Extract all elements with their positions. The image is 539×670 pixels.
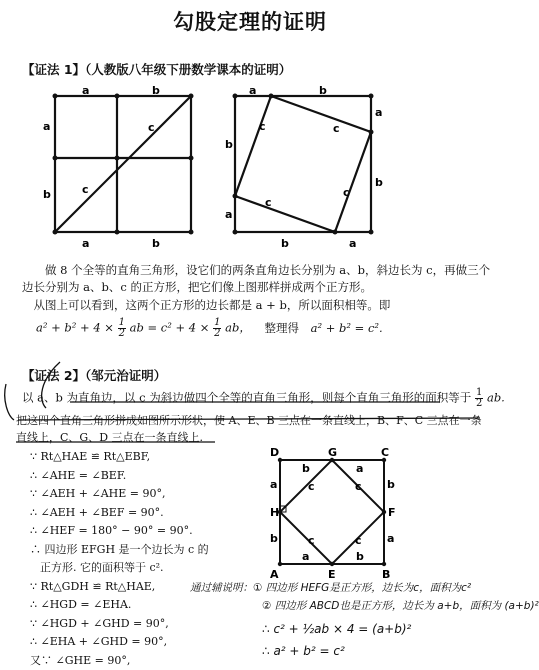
eq-tidy: 整理得	[264, 321, 299, 335]
label-a: a	[43, 120, 50, 133]
proof-line: ∵ ∠AEH + ∠AHE = 90°,	[30, 485, 230, 504]
label-G: G	[328, 446, 337, 459]
proof-line: ∴ 四边形 EFGH 是一个边长为 c 的	[30, 541, 230, 560]
method1-header: 【证法 1】（人教版八年级下册数学课本的证明）	[22, 60, 291, 78]
label-a: a	[82, 237, 89, 250]
label-H: H	[270, 506, 279, 519]
method2-header: 【证法 2】（邹元治证明）	[22, 366, 166, 384]
label-b: b	[319, 84, 327, 97]
label-A: A	[270, 568, 279, 581]
method1-equation	[36, 318, 383, 339]
proof-line: 又∵ ∠GHE = 90°,	[30, 652, 230, 670]
label-c: c	[333, 122, 340, 135]
label-b: b	[152, 237, 160, 250]
label-a: a	[82, 84, 89, 97]
label-F: F	[388, 506, 396, 519]
label-a: a	[249, 84, 256, 97]
label-c: c	[343, 186, 350, 199]
label-a: a	[302, 550, 309, 563]
label-a: a	[387, 532, 394, 545]
method1-paragraph-2: 从图上可以看到，这两个正方形的边长都是 a + b，所以面积相等。即	[22, 297, 492, 314]
handwritten-note-3: ∴ c² + ½ab × 4 = (a+b)²	[262, 622, 411, 636]
fraction: $\frac{1}{2}$	[118, 318, 126, 339]
handwritten-note-4: ∴ a² + b² = c²	[262, 644, 345, 658]
eq-left: a² + b² + 4 ×	[36, 321, 114, 335]
proof-line: ∴ ∠HGD = ∠EHA.	[30, 596, 230, 615]
label-a: a	[356, 462, 363, 475]
label-b: b	[270, 532, 278, 545]
label-c: c	[355, 480, 362, 493]
label-c: c	[82, 183, 89, 196]
label-b: b	[152, 84, 160, 97]
proof-line: ∴ ∠AEH + ∠BEF = 90°.	[30, 504, 230, 523]
label-D: D	[270, 446, 279, 459]
method1-paragraph-1: 做 8 个全等的直角三角形，设它们的两条直角边长分别为 a、b，斜边长为 c，再做三个边长分别为 a、b、c 的正方形，把它们像上图那样拼成两个正方形。	[22, 262, 492, 296]
label-E: E	[328, 568, 336, 581]
label-c: c	[308, 480, 315, 493]
label-b: b	[375, 176, 383, 189]
proof-line: ∴ ∠EHA + ∠GHD = 90°,	[30, 633, 230, 652]
proof-line: ∴ ∠HEF = 180° − 90° = 90°.	[30, 522, 230, 541]
eq-mid: ab = c² + 4 ×	[130, 321, 210, 335]
proof-steps	[30, 448, 230, 670]
label-a: a	[349, 237, 356, 250]
label-c: c	[308, 534, 315, 547]
handwritten-note-1: 通过辅说明：① 四边形 HEFG是正方形，边长为c，面积为c²	[190, 580, 471, 595]
label-b: b	[225, 138, 233, 151]
label-c: c	[259, 120, 266, 133]
method2-paragraph-3: 直线上，C、G、D 三点在一条直线上.	[16, 429, 203, 446]
label-c: c	[355, 534, 362, 547]
label-b: b	[387, 478, 395, 491]
label-b: b	[356, 550, 364, 563]
label-c: c	[148, 121, 155, 134]
label-b: b	[281, 237, 289, 250]
method2-figure	[258, 448, 398, 586]
method1-figure-right	[225, 86, 390, 254]
page-title: 勾股定理的证明	[0, 6, 500, 36]
proof-line: ∵ Rt△GDH ≌ Rt△HAE,	[30, 578, 230, 597]
label-c: c	[265, 196, 272, 209]
eq-result: a² + b² = c².	[311, 321, 383, 335]
fraction: $\frac{1}{2}$	[213, 318, 221, 339]
handwritten-annotations	[0, 360, 500, 450]
label-a: a	[225, 208, 232, 221]
proof-line: 正方形. 它的面积等于 c².	[30, 559, 230, 578]
label-a: a	[270, 478, 277, 491]
label-a: a	[375, 106, 382, 119]
method2-paragraph-1: 以 a、b 为直角边，以 c 为斜边做四个全等的直角三角形，则每个直角三角形的面积等于 $\frac{1}{2}$ ab.	[22, 388, 492, 409]
method1-figure-left	[30, 86, 200, 254]
label-b: b	[43, 188, 51, 201]
label-b: b	[302, 462, 310, 475]
proof-line: ∵ Rt△HAE ≌ Rt△EBF,	[30, 448, 230, 467]
eq-mid2: ab，	[225, 321, 251, 335]
handwritten-note-2: ② 四边形 ABCD也是正方形，边长为 a+b，面积为 (a+b)²	[262, 598, 539, 613]
proof-line: ∵ ∠HGD + ∠GHD = 90°,	[30, 615, 230, 634]
label-B: B	[382, 568, 390, 581]
method2-paragraph-2: 把这四个直角三角形拼成如图所示形状，使 A、E、B 三点在一条直线上，B、F、C 三点在一条	[16, 412, 496, 429]
label-C: C	[381, 446, 389, 459]
fraction: $\frac{1}{2}$	[475, 388, 483, 409]
proof-line: ∴ ∠AHE = ∠BEF.	[30, 467, 230, 486]
